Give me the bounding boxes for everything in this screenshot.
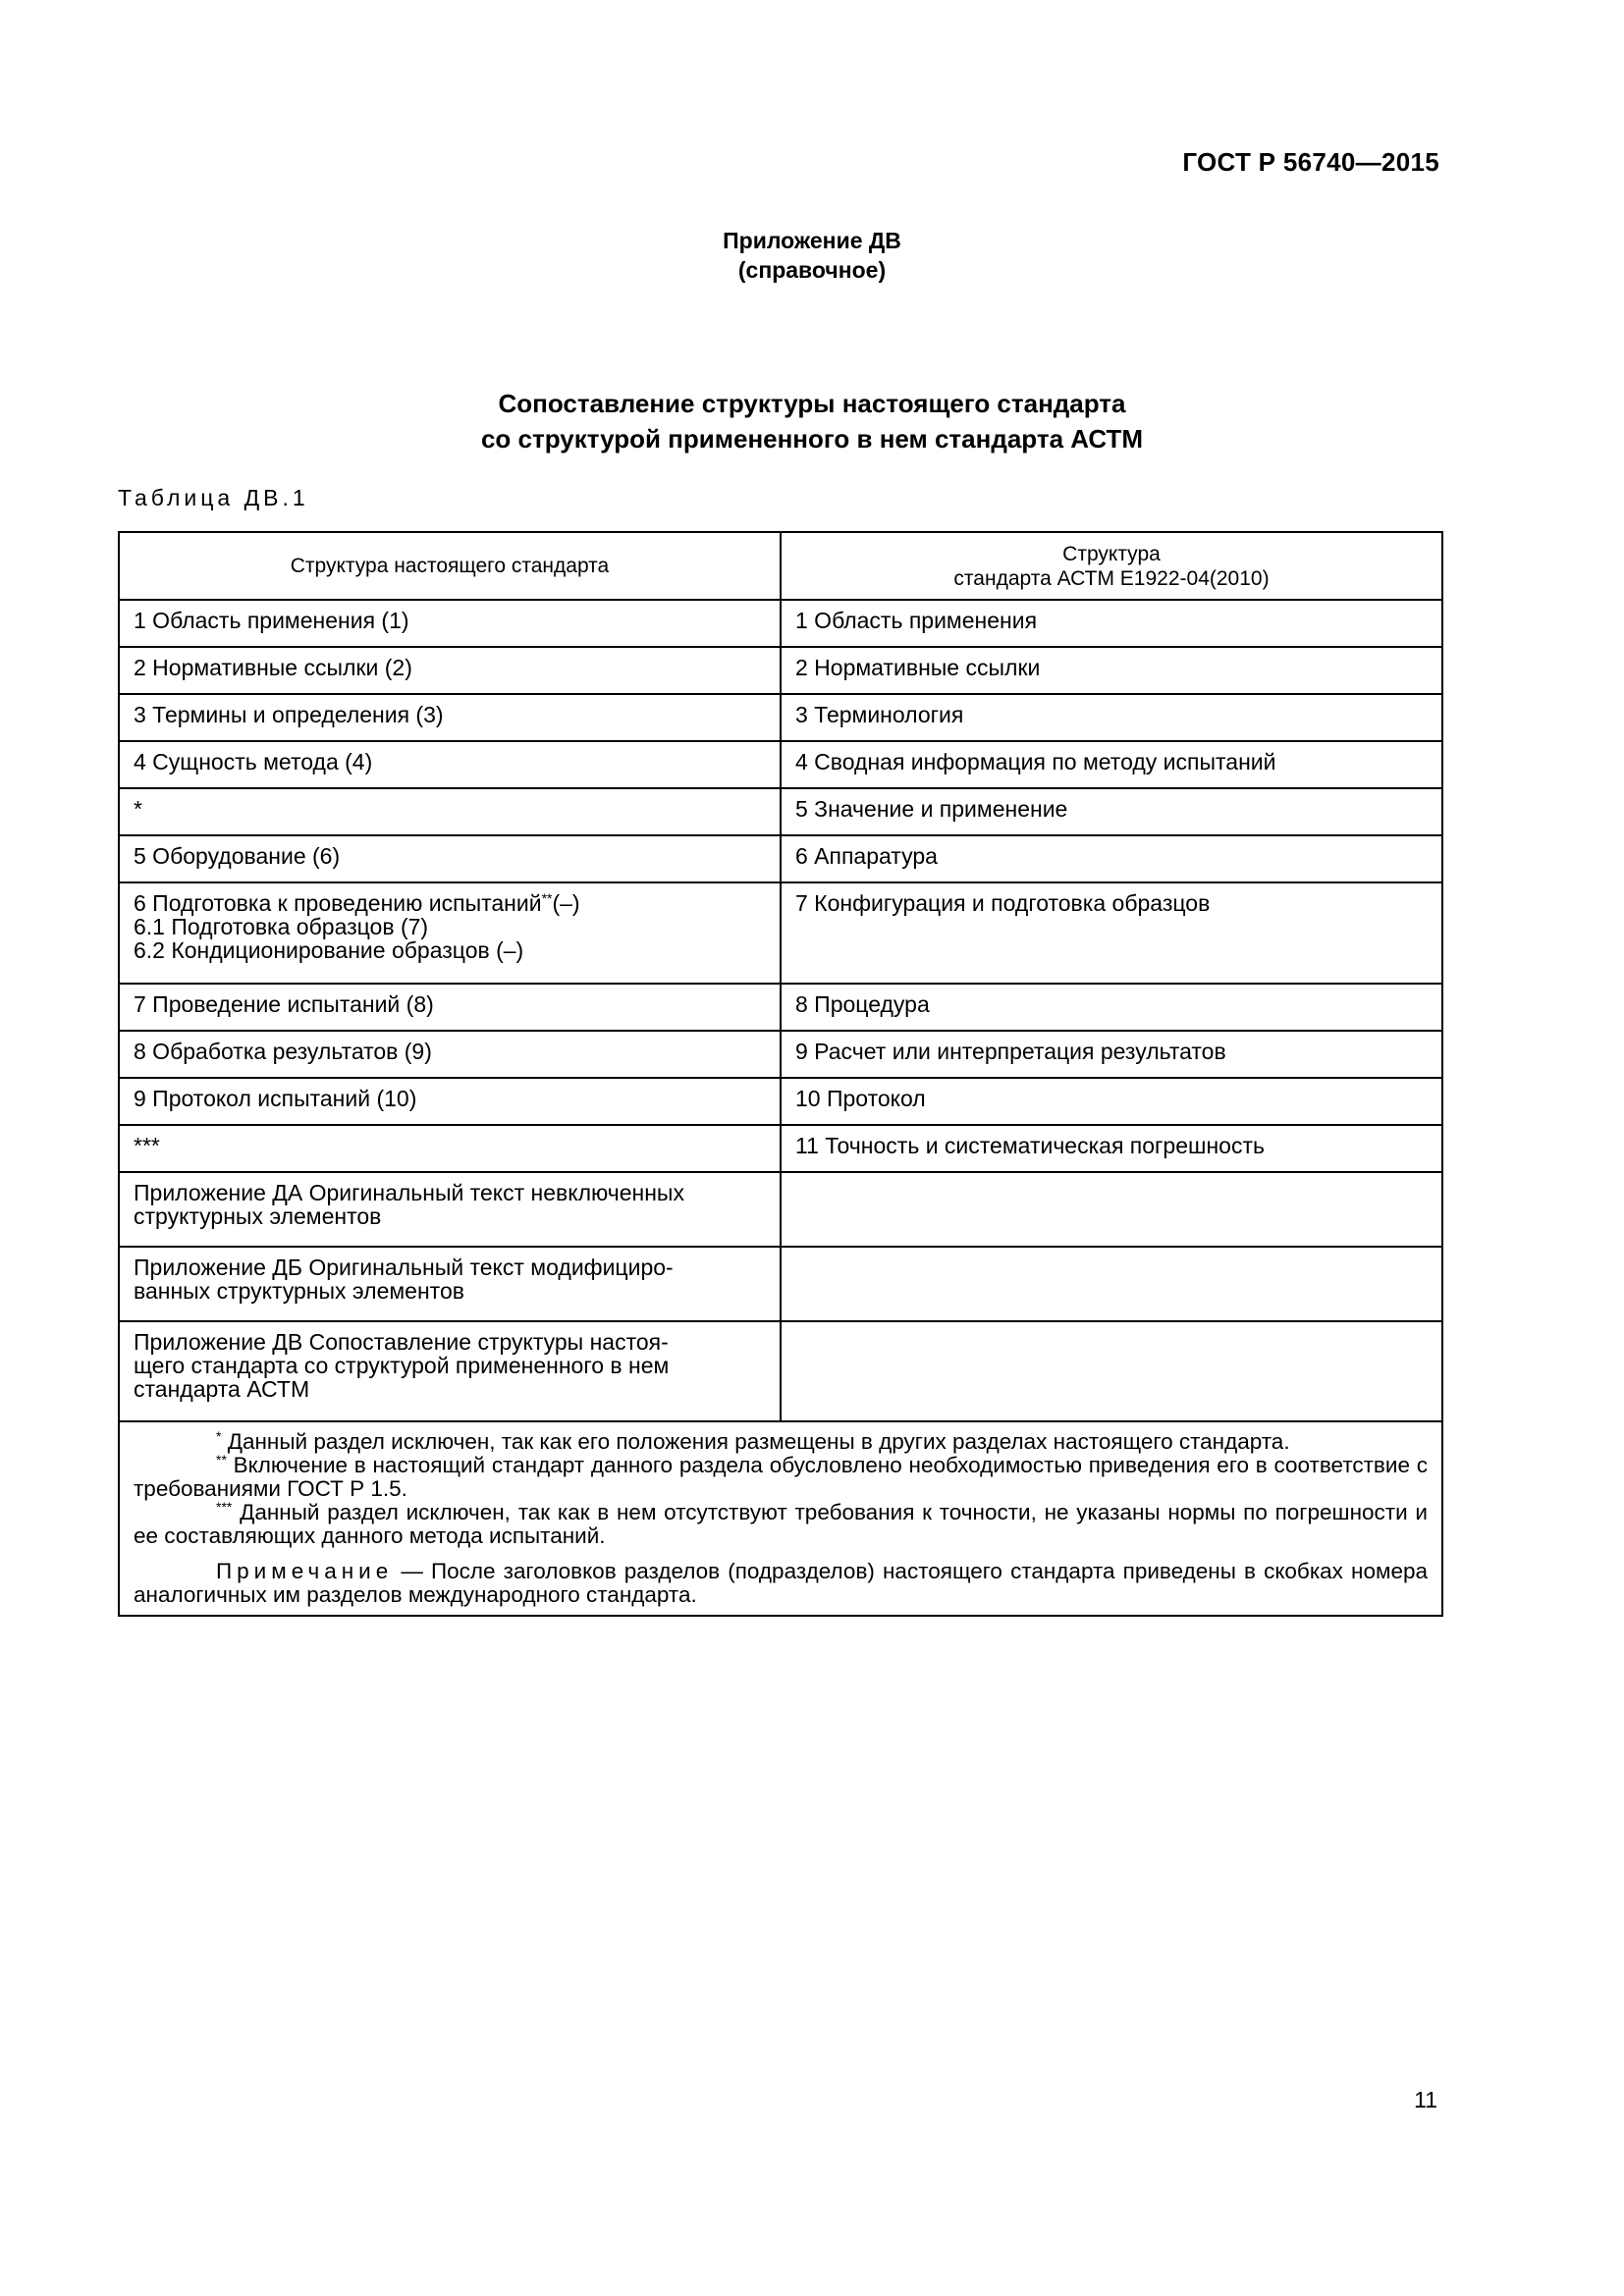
footnote — [134, 1501, 1428, 1548]
row-left-line: Приложение ДА Оригинальный текст невключенных — [134, 1180, 684, 1205]
table-row — [119, 835, 1442, 882]
table-header-row — [119, 532, 1442, 600]
structure-comparison-table — [118, 531, 1443, 1617]
row-left-line: 6.2 Кондиционирование образцов (–) — [134, 937, 524, 963]
row-left-cell: 2 Нормативные ссылки (2) — [119, 647, 781, 694]
row-left-line: стандарта АСТМ — [134, 1376, 310, 1402]
table-footnotes — [119, 1421, 1442, 1616]
row-right-cell: 6 Аппаратура — [781, 835, 1442, 882]
header-right-line1: Структура — [1062, 542, 1161, 565]
table-row — [119, 1031, 1442, 1078]
table-notes-row — [119, 1421, 1442, 1616]
table-row — [119, 984, 1442, 1031]
row-right-cell: 8 Процедура — [781, 984, 1442, 1031]
table-row — [119, 694, 1442, 741]
row-left-line: Приложение ДБ Оригинальный текст модифициро- — [134, 1255, 674, 1280]
appendix-heading — [0, 226, 1624, 285]
note-text: — После заголовков разделов (подразделов) настоящего стандарта приведены в скобках номера аналогичных им разделов международного стандарта. — [134, 1559, 1428, 1607]
header-right-line2: стандарта АСТМ Е1922-04(2010) — [953, 566, 1270, 590]
table-row — [119, 1247, 1442, 1321]
footnote — [134, 1454, 1428, 1501]
appendix-subtitle: (справочное) — [737, 257, 887, 283]
footnote-text: Данный раздел исключен, так как его положения размещены в других разделах настоящего стандарта. — [227, 1429, 1290, 1454]
footnote-mark: ** — [541, 890, 553, 906]
table-row — [119, 788, 1442, 835]
row-left-cell: 4 Сущность метода (4) — [119, 741, 781, 788]
page-number: 11 — [1414, 2087, 1437, 2112]
row-left-cell: 9 Протокол испытаний (10) — [119, 1078, 781, 1125]
footnote-mark: *** — [216, 1499, 233, 1515]
note-label: Примечание — [216, 1559, 394, 1583]
table-note — [134, 1560, 1428, 1607]
appendix-title: Приложение ДВ — [723, 228, 901, 253]
table-row — [119, 1172, 1442, 1247]
row-left-line: щего стандарта со структурой примененного в нем — [134, 1353, 670, 1378]
table-row — [119, 1321, 1442, 1421]
header-right — [781, 532, 1442, 600]
document-code: ГОСТ Р 56740—2015 — [1182, 147, 1439, 177]
row-right-cell: 1 Область применения — [781, 600, 1442, 647]
row-left-cell — [119, 1172, 781, 1247]
row-right-cell: 3 Терминология — [781, 694, 1442, 741]
row-left-cell: 7 Проведение испытаний (8) — [119, 984, 781, 1031]
footnote-text: Данный раздел исключен, так как в нем отсутствуют требования к точности, не указаны нормы по погрешности и ее составляющих данного метода испытаний. — [134, 1500, 1428, 1548]
table-label: Таблица ДВ.1 — [118, 485, 309, 510]
row-right-cell: 5 Значение и применение — [781, 788, 1442, 835]
row-left-cell — [119, 1247, 781, 1321]
row-right-cell: 4 Сводная информация по методу испытаний — [781, 741, 1442, 788]
table-row — [119, 600, 1442, 647]
row-left-line: ванных структурных элементов — [134, 1278, 464, 1304]
row-left-line: структурных элементов — [134, 1203, 382, 1229]
row-right-cell: 10 Протокол — [781, 1078, 1442, 1125]
row-right-cell: 2 Нормативные ссылки — [781, 647, 1442, 694]
row-left-line: 6.1 Подготовка образцов (7) — [134, 914, 429, 939]
row-right-cell: 11 Точность и систематическая погрешность — [781, 1125, 1442, 1172]
table-row — [119, 647, 1442, 694]
table-row — [119, 741, 1442, 788]
footnote-mark: * — [216, 1428, 222, 1444]
row-right-cell-empty — [781, 1247, 1442, 1321]
row-left-cell: 5 Оборудование (6) — [119, 835, 781, 882]
footnote — [134, 1430, 1428, 1454]
row-left-cell-footnote-mark: *** — [119, 1125, 781, 1172]
row-left-cell: 1 Область применения (1) — [119, 600, 781, 647]
row-left-text: 6 Подготовка к проведению испытаний — [134, 890, 542, 916]
row-left-line: Приложение ДВ Сопоставление структуры настоя- — [134, 1329, 669, 1355]
row-left-cell — [119, 882, 781, 984]
table-row — [119, 1078, 1442, 1125]
row-left-cell — [119, 1321, 781, 1421]
table-row — [119, 1125, 1442, 1172]
document-title — [0, 386, 1624, 456]
row-left-tail: (–) — [552, 890, 580, 916]
row-left-cell: 8 Обработка результатов (9) — [119, 1031, 781, 1078]
footnote-mark: ** — [216, 1452, 227, 1468]
row-right-cell-empty — [781, 1321, 1442, 1421]
row-right-cell: 9 Расчет или интерпретация результатов — [781, 1031, 1442, 1078]
document-title-line2: со структурой примененного в нем стандарта АСТМ — [480, 424, 1144, 454]
footnote-text: Включение в настоящий стандарт данного раздела обусловлено необходимостью приведения его в соответствие с требованиями ГОСТ Р 1.5. — [134, 1453, 1428, 1501]
row-left-line — [134, 891, 766, 915]
row-right-cell-empty — [781, 1172, 1442, 1247]
row-right-cell: 7 Конфигурация и подготовка образцов — [781, 882, 1442, 984]
table-row — [119, 882, 1442, 984]
row-left-cell: 3 Термины и определения (3) — [119, 694, 781, 741]
document-title-line1: Сопоставление структуры настоящего стандарта — [498, 389, 1126, 418]
row-left-cell-footnote-mark: * — [119, 788, 781, 835]
header-left: Структура настоящего стандарта — [119, 532, 781, 600]
